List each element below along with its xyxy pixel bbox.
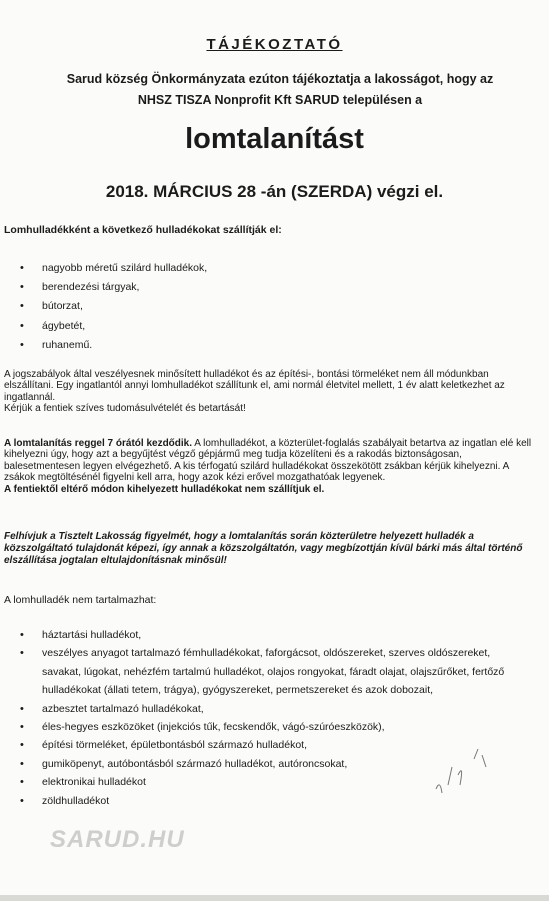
list-item: • elektronikai hulladékot [20, 773, 510, 791]
date-line: 2018. MÁRCIUS 28 -án (SZERDA) végzi el. [105, 182, 444, 201]
accepted-items-list [20, 259, 520, 355]
list1-heading: Lomhulladékként a következő hulladékokat szállítják el: [4, 224, 282, 236]
page-title: TÁJÉKOZTATÓ [206, 36, 343, 53]
list-item: • azbesztet tartalmazó hulladékokat, [20, 700, 510, 718]
scan-edge [0, 895, 549, 901]
paragraph-schedule [4, 438, 536, 495]
handwritten-mark [430, 745, 500, 805]
watermark: SARUD.HU [50, 826, 185, 853]
paragraph-thanks: Kérjük a fentiek szíves tudomásulvételét és betartását! [4, 403, 246, 415]
list-item: • építési törmeléket, épületbontásból származó hulladékot, [20, 736, 510, 754]
list-item: • veszélyes anyagot tartalmazó fémhulladékokat, faforgácsot, oldószereket, szerves oldószereket, savakat, lúgokat, nehézfém tartalmú hulladékot, olajos rongyokat, fáradt olajat, olajszűrőket, fertőző hulladékokat (állati tetem, trágya), gyógyszereket, permetszereket és azok dobozait, [20, 644, 510, 699]
list-item: • berendezési tárgyak, [20, 278, 520, 297]
list2-heading: A lomhulladék nem tartalmazhat: [4, 594, 157, 606]
paragraph-text: A lomhulladékot, a közterület-foglalás szabályait betartva az ingatlan elé kell kihelyezni úgy, hogy azt a begyűjtést végző gépjármű meg tudja közelíteni és a rakodás biztonságosan, balesetmentesen legyen elvégezhető. A kis térfogatú szilárd hulladékokat összekötött zsákban kérjük kihelyezni. A zsákok megtöltésénél figyelni kell arra, hogy azok kézi erővel mozgathatóak legyenek. [4, 438, 532, 484]
notice-paragraph [4, 531, 540, 567]
list-item: • nagyobb méretű szilárd hulladékok, [20, 259, 520, 278]
list-item: • gumiköpenyt, autóbontásból származó hulladékot, autóroncsokat, [20, 755, 510, 773]
list-item: • bútorzat, [20, 297, 520, 316]
notice-text: Felhívjuk a Tisztelt Lakosság figyelmét, hogy a lomtalanítás során közterületre helyezett hulladék a közszolgáltató tulajdonát képezi, így annak a közszolgáltatón, vagy megbízottján kívül bárki más által történő elszállítása jogtalan eltulajdonításnak minősül! [4, 531, 523, 566]
intro-text [20, 69, 540, 111]
paragraph-regulations [4, 369, 536, 415]
intro-line-1: Sarud község Önkormányzata ezúton tájékoztatja a lakosságot, hogy az [66, 72, 494, 86]
list-item: • háztartási hulladékot, [20, 626, 510, 644]
paragraph-warning: A fentiektől eltérő módon kihelyezett hulladékokat nem szállítjuk el. [4, 483, 325, 495]
paragraph-text: A jogszabályok által veszélyesnek minősített hulladékot és az építési-, bontási törmeléket nem áll módunkban elszállítani. Egy ingatlantól annyi lomhulladékot szállítunk el, ami normál életvitel mellett, 1 év alatt keletkezhet az ingatlannál. [4, 369, 505, 403]
start-time-text: A lomtalanítás reggel 7 órától kezdődik. [4, 438, 193, 449]
list-item: • zöldhulladékot [20, 792, 510, 810]
list-item: • ágybetét, [20, 317, 520, 336]
list-item: • ruhanemű. [20, 336, 520, 355]
list-item: • éles-hegyes eszközöket (injekciós tűk, fecskendők, vágó-szúróeszközök), [20, 718, 510, 736]
intro-line-2: NHSZ TISZA Nonprofit Kft SARUD településen a [137, 93, 423, 107]
headline: lomtalanítást [185, 123, 364, 155]
